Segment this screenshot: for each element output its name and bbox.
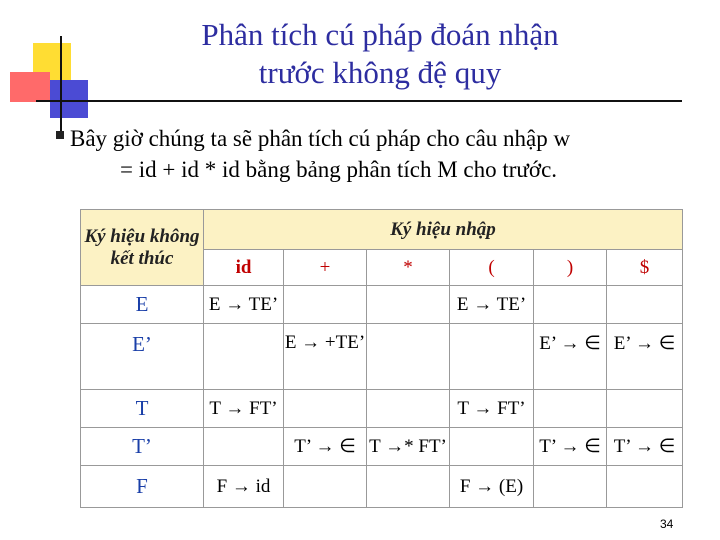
table-cell [284,390,367,428]
header-input-cell [204,210,683,250]
nonterminal-cell: T [81,390,204,428]
slide-title-line-1: Phân tích cú pháp đoán nhận [201,17,559,52]
table-row [81,324,683,390]
header-input-label: Ký hiệu nhập [390,218,496,240]
table-cell [450,428,534,466]
parsing-table [80,209,683,508]
page-number: 34 [660,517,674,531]
table-row [81,428,683,466]
table-cell [607,390,683,428]
table-cell: F → (E) [450,466,534,508]
body-line-1: Bây giờ chúng ta sẽ phân tích cú pháp cho câu nhập w [70,126,571,151]
table-cell: T →* FT’ [367,428,450,466]
terminal-header-star: * [367,250,450,286]
table-cell: T’ → ∈ [607,428,683,466]
table-cell [607,466,683,508]
terminal-header-plus: + [284,250,367,286]
table-cell [450,324,534,390]
table-cell: T’ → ∈ [284,428,367,466]
table-cell [367,466,450,508]
nonterminal-cell: F [81,466,204,508]
table-cell [284,286,367,324]
table-cell: E’ → ∈ [607,324,683,390]
table-cell: E’ → ∈ [534,324,607,390]
table-cell: T → FT’ [204,390,284,428]
table-row [81,466,683,508]
decor-vertical-line [60,36,62,132]
bullet-square-icon [56,131,64,139]
table-cell [534,390,607,428]
table-cell [367,286,450,324]
nonterminal-cell: E’ [81,324,204,390]
decor-red-square [10,72,50,102]
header-nonterminal-label: Ký hiệu không kết thúc [84,225,200,269]
table-cell [367,324,450,390]
decor-blue-square [50,80,88,118]
nonterminal-cell: T’ [81,428,204,466]
decor-horizontal-line [36,100,682,102]
table-cell [204,428,284,466]
terminal-header-lparen: ( [450,250,534,286]
table-row [81,286,683,324]
table-cell: T’ → ∈ [534,428,607,466]
table-cell: E → TE’ [204,286,284,324]
table-cell: E → TE’ [450,286,534,324]
table-cell [534,466,607,508]
header-nonterminal-cell [81,210,204,286]
table-cell [367,390,450,428]
terminal-header-id: id [204,250,284,286]
table-cell [607,286,683,324]
table-cell: F → id [204,466,284,508]
table-cell: E → +TE’ [284,324,367,390]
body-line-2: = id + id * id bằng bảng phân tích M cho trước. [120,157,558,182]
table-row [81,390,683,428]
slide-title [110,16,650,92]
body-paragraph [70,123,690,185]
table-cell [534,286,607,324]
table-cell [284,466,367,508]
table-cell [204,324,284,390]
table-cell: T → FT’ [450,390,534,428]
nonterminal-cell: E [81,286,204,324]
slide-title-line-2: trước không đệ quy [258,55,502,90]
terminal-header-rparen: ) [534,250,607,286]
terminal-header-dollar: $ [607,250,683,286]
